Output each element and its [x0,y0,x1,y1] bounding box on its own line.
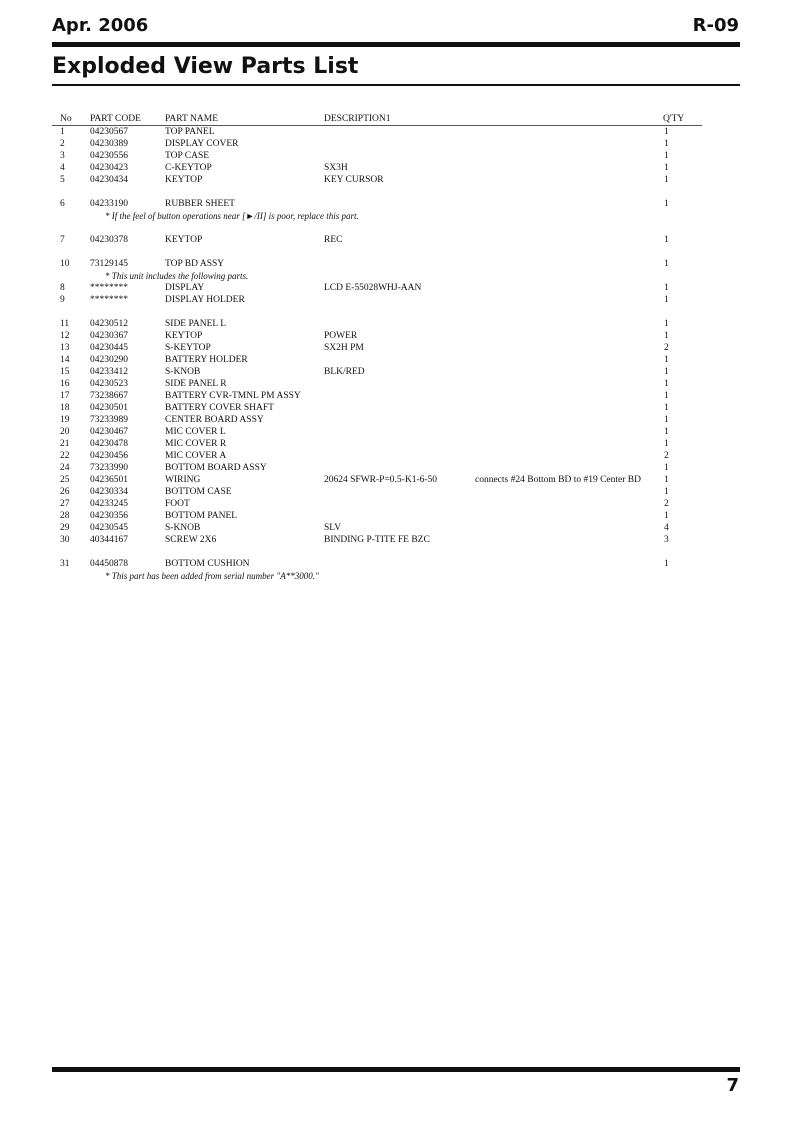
note-bottom-cushion: * This part has been added from serial number "A**3000." [105,571,319,581]
table-row: 21 04230478 MIC COVER R 1 [60,439,669,449]
parts-table [52,113,702,582]
header-rule [52,42,740,47]
table-row: 26 04230334 BOTTOM CASE 1 [60,487,669,497]
header-part-code: PART CODE [90,114,141,124]
table-row: 10 73129145 TOP BD ASSY 1 [60,259,669,269]
header-description: DESCRIPTION1 [324,114,391,124]
footer-rule [52,1067,740,1072]
header-qty: Q'TY [663,114,685,124]
table-row: 27 04233245 FOOT 2 [60,499,669,509]
table-row: 25 04236501 WIRING 20624 SFWR-P=0.5-K1-6-50 connects #24 Bottom BD to #19 Center BD 1 [60,475,669,485]
table-row: 16 04230523 SIDE PANEL R 1 [60,379,669,389]
table-row: 2 04230389 DISPLAY COVER 1 [60,139,669,149]
table-row: 20 04230467 MIC COVER L 1 [60,427,669,437]
header-no: No [60,114,72,124]
table-row: 11 04230512 SIDE PANEL L 1 [60,319,669,329]
table-row: 9 ******** DISPLAY HOLDER 1 [60,295,669,305]
table-row: 5 04230434 KEYTOP KEY CURSOR 1 [60,175,669,185]
note-rubber-sheet: * If the feel of button operations near [►/II] is poor, replace this part. [105,211,359,221]
table-row: 4 04230423 C-KEYTOP SX3H 1 [60,163,669,173]
table-row: 22 04230456 MIC COVER A 2 [60,451,669,461]
table-row: 18 04230501 BATTERY COVER SHAFT 1 [60,403,669,413]
note-top-bd: * This unit includes the following parts. [105,271,249,281]
table-row: 1 04230567 TOP PANEL 1 [60,127,669,137]
table-row: 31 04450878 BOTTOM CUSHION 1 [60,559,669,569]
table-row: 3 04230556 TOP CASE 1 [60,151,669,161]
table-row: 6 04233190 RUBBER SHEET 1 [60,199,669,209]
row-gap [52,222,702,234]
table-row: 15 04233412 S-KNOB BLK/RED 1 [60,367,669,377]
table-row: 12 04230367 KEYTOP POWER 1 [60,331,669,341]
table-row: 13 04230445 S-KEYTOP SX2H PM 2 [60,343,669,353]
page-title: Exploded View Parts List [52,54,359,79]
title-rule [52,84,740,86]
row-gap [52,306,702,318]
table-row: 7 04230378 KEYTOP REC 1 [60,235,669,245]
table-row: 14 04230290 BATTERY HOLDER 1 [60,355,669,365]
table-row: 19 73233989 CENTER BOARD ASSY 1 [60,415,669,425]
table-row: 29 04230545 S-KNOB SLV 4 [60,523,669,533]
table-row: 30 40344167 SCREW 2X6 BINDING P-TITE FE BZC 3 [60,535,669,545]
table-header [52,113,702,126]
page-number: 7 [726,1075,739,1096]
table-row: 28 04230356 BOTTOM PANEL 1 [60,511,669,521]
table-row: 8 ******** DISPLAY LCD E-55028WHJ-AAN 1 [60,283,669,293]
table-row: 24 73233990 BOTTOM BOARD ASSY 1 [60,463,669,473]
header-model: R-09 [692,15,739,36]
table-row: 17 73238667 BATTERY CVR-TMNL PM ASSY 1 [60,391,669,401]
header-part-name: PART NAME [165,114,219,124]
row-gap [52,186,702,198]
row-gap [52,546,702,558]
row-gap [52,246,702,258]
header-date: Apr. 2006 [52,15,149,36]
